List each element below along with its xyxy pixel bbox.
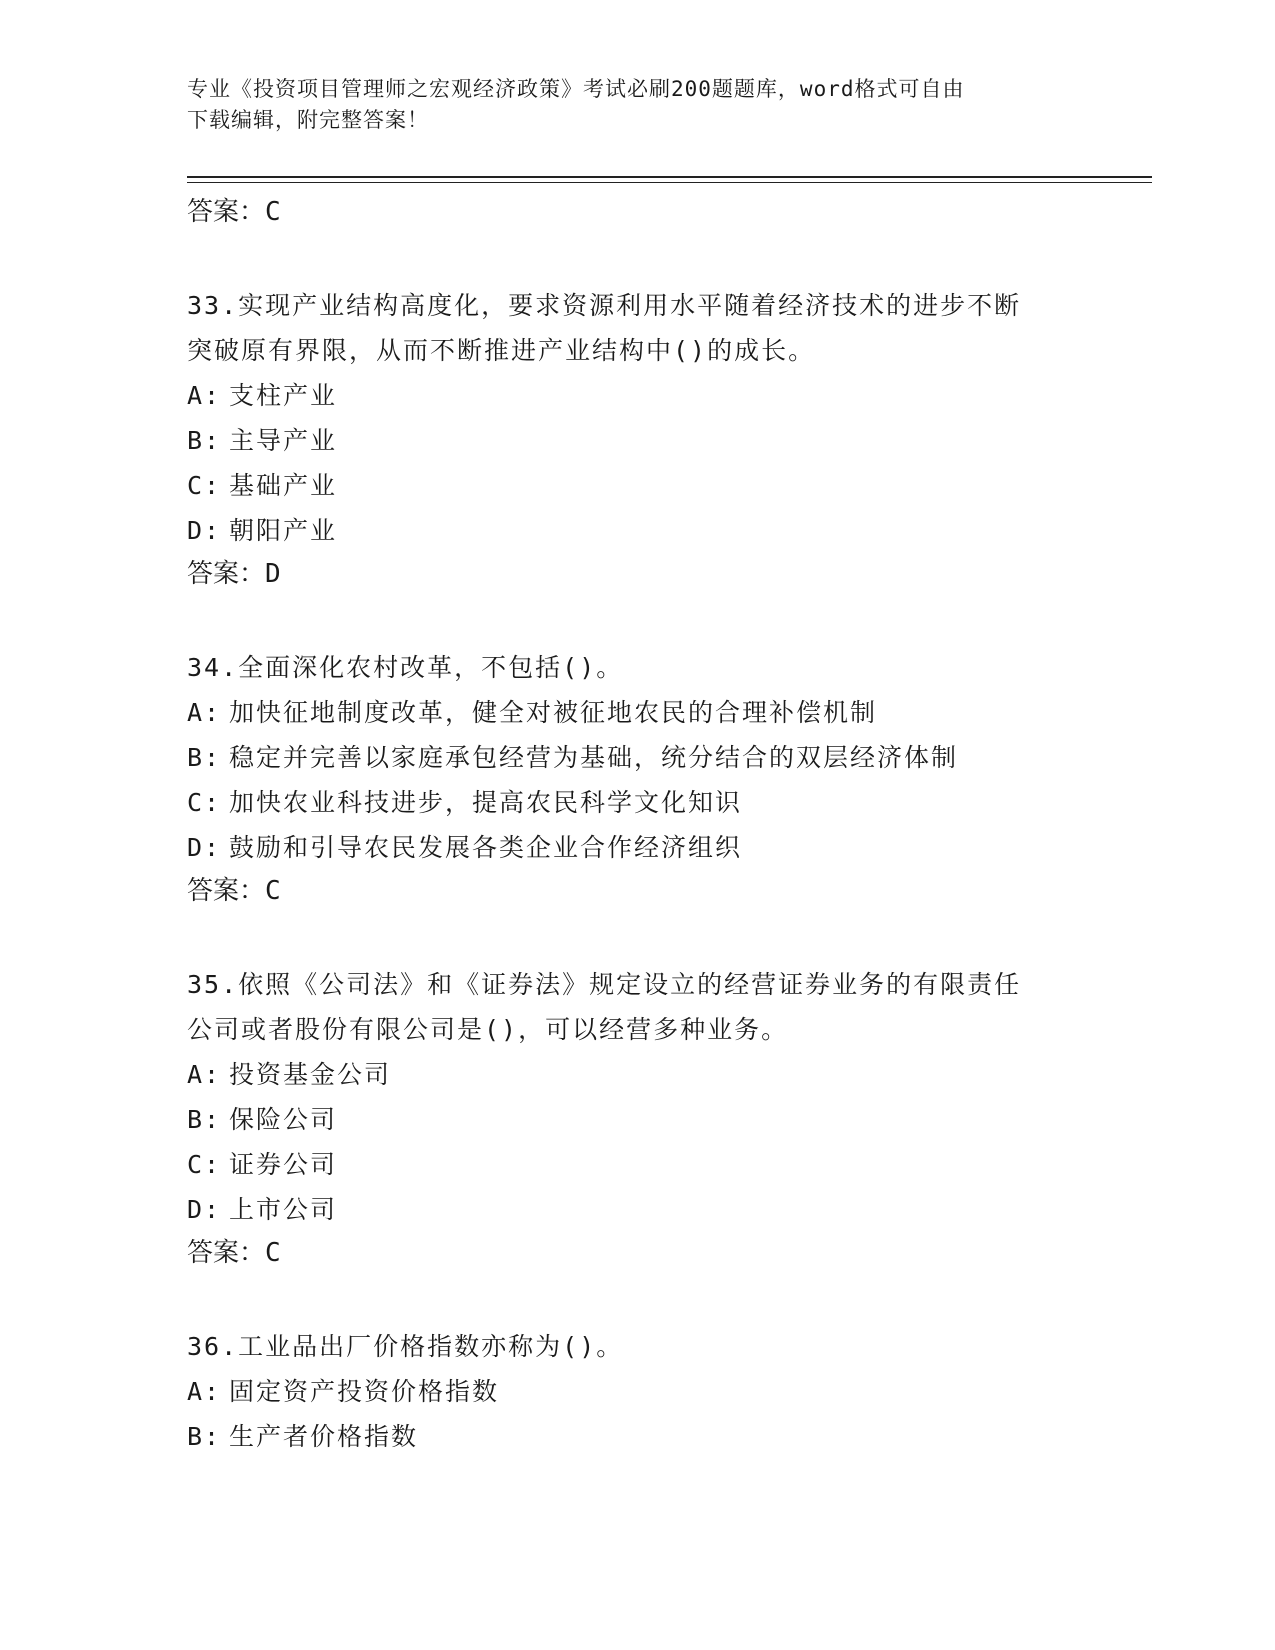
option-row — [187, 373, 1152, 418]
option-letter: A: — [187, 381, 222, 410]
option-text: 保险公司 — [229, 1105, 338, 1134]
answer-line — [187, 1232, 1152, 1274]
option-text: 固定资产投资价格指数 — [229, 1377, 500, 1406]
option-letter: B: — [187, 743, 222, 772]
option-text: 主导产业 — [229, 426, 338, 455]
question-spacer — [187, 1274, 1152, 1324]
previous-answer — [187, 191, 1152, 233]
question-text-line: 公司或者股份有限公司是()，可以经营多种业务。 — [187, 1015, 789, 1044]
question-text-line: 33.实现产业结构高度化，要求资源利用水平随着经济技术的进步不断 — [187, 291, 1022, 320]
header-line-1: 专业《投资项目管理师之宏观经济政策》考试必刷200题题库，word格式可自由 — [187, 77, 965, 101]
option-letter: B: — [187, 426, 222, 455]
question-spacer — [187, 233, 1152, 283]
option-letter: D: — [187, 833, 222, 862]
answer-line — [187, 870, 1152, 912]
answer-label: 答案： — [187, 559, 266, 589]
option-text: 生产者价格指数 — [229, 1422, 419, 1451]
answer-value: D — [265, 559, 281, 589]
option-row — [187, 418, 1152, 463]
option-letter: C: — [187, 1150, 222, 1179]
answer-line — [187, 553, 1152, 595]
question-block — [187, 962, 1152, 1274]
question-list — [187, 191, 1152, 1459]
document-header — [187, 74, 1087, 136]
option-row — [187, 690, 1152, 735]
option-row — [187, 1187, 1152, 1232]
answer-value: C — [265, 876, 281, 906]
question-block — [187, 1324, 1152, 1459]
answer-label: 答案： — [187, 876, 266, 906]
option-letter: D: — [187, 1195, 222, 1224]
option-row — [187, 508, 1152, 553]
option-text: 鼓励和引导农民发展各类企业合作经济组织 — [229, 833, 743, 862]
option-letter: B: — [187, 1422, 222, 1451]
option-letter: C: — [187, 471, 222, 500]
header-divider-thin — [187, 182, 1152, 183]
question-block — [187, 645, 1152, 912]
option-letter: B: — [187, 1105, 222, 1134]
answer-label: 答案： — [187, 197, 266, 227]
question-text-line: 36.工业品出厂价格指数亦称为()。 — [187, 1332, 624, 1361]
option-text: 投资基金公司 — [229, 1060, 392, 1089]
option-row — [187, 1369, 1152, 1414]
option-text: 上市公司 — [229, 1195, 338, 1224]
header-line-2: 下载编辑，附完整答案！ — [187, 108, 429, 132]
question-spacer — [187, 912, 1152, 962]
question-block — [187, 283, 1152, 595]
header-divider-thick — [187, 176, 1152, 178]
option-row — [187, 825, 1152, 870]
option-text: 证券公司 — [229, 1150, 338, 1179]
question-text-line: 34.全面深化农村改革，不包括()。 — [187, 653, 624, 682]
option-row — [187, 463, 1152, 508]
option-text: 加快农业科技进步，提高农民科学文化知识 — [229, 788, 743, 817]
answer-label: 答案： — [187, 1238, 266, 1268]
option-letter: A: — [187, 698, 222, 727]
option-letter: A: — [187, 1377, 222, 1406]
question-spacer — [187, 595, 1152, 645]
option-text: 支柱产业 — [229, 381, 338, 410]
option-letter: C: — [187, 788, 222, 817]
option-text: 朝阳产业 — [229, 516, 338, 545]
option-text: 基础产业 — [229, 471, 338, 500]
option-row — [187, 1414, 1152, 1459]
question-text-line: 35.依照《公司法》和《证券法》规定设立的经营证券业务的有限责任 — [187, 970, 1022, 999]
option-text: 稳定并完善以家庭承包经营为基础，统分结合的双层经济体制 — [229, 743, 959, 772]
option-text: 加快征地制度改革，健全对被征地农民的合理补偿机制 — [229, 698, 878, 727]
option-row — [187, 1142, 1152, 1187]
option-letter: A: — [187, 1060, 222, 1089]
answer-value: C — [265, 1238, 281, 1268]
option-row — [187, 1052, 1152, 1097]
option-row — [187, 780, 1152, 825]
answer-value: C — [265, 197, 281, 227]
option-row — [187, 1097, 1152, 1142]
option-row — [187, 735, 1152, 780]
question-text-line: 突破原有界限，从而不断推进产业结构中()的成长。 — [187, 336, 816, 365]
option-letter: D: — [187, 516, 222, 545]
